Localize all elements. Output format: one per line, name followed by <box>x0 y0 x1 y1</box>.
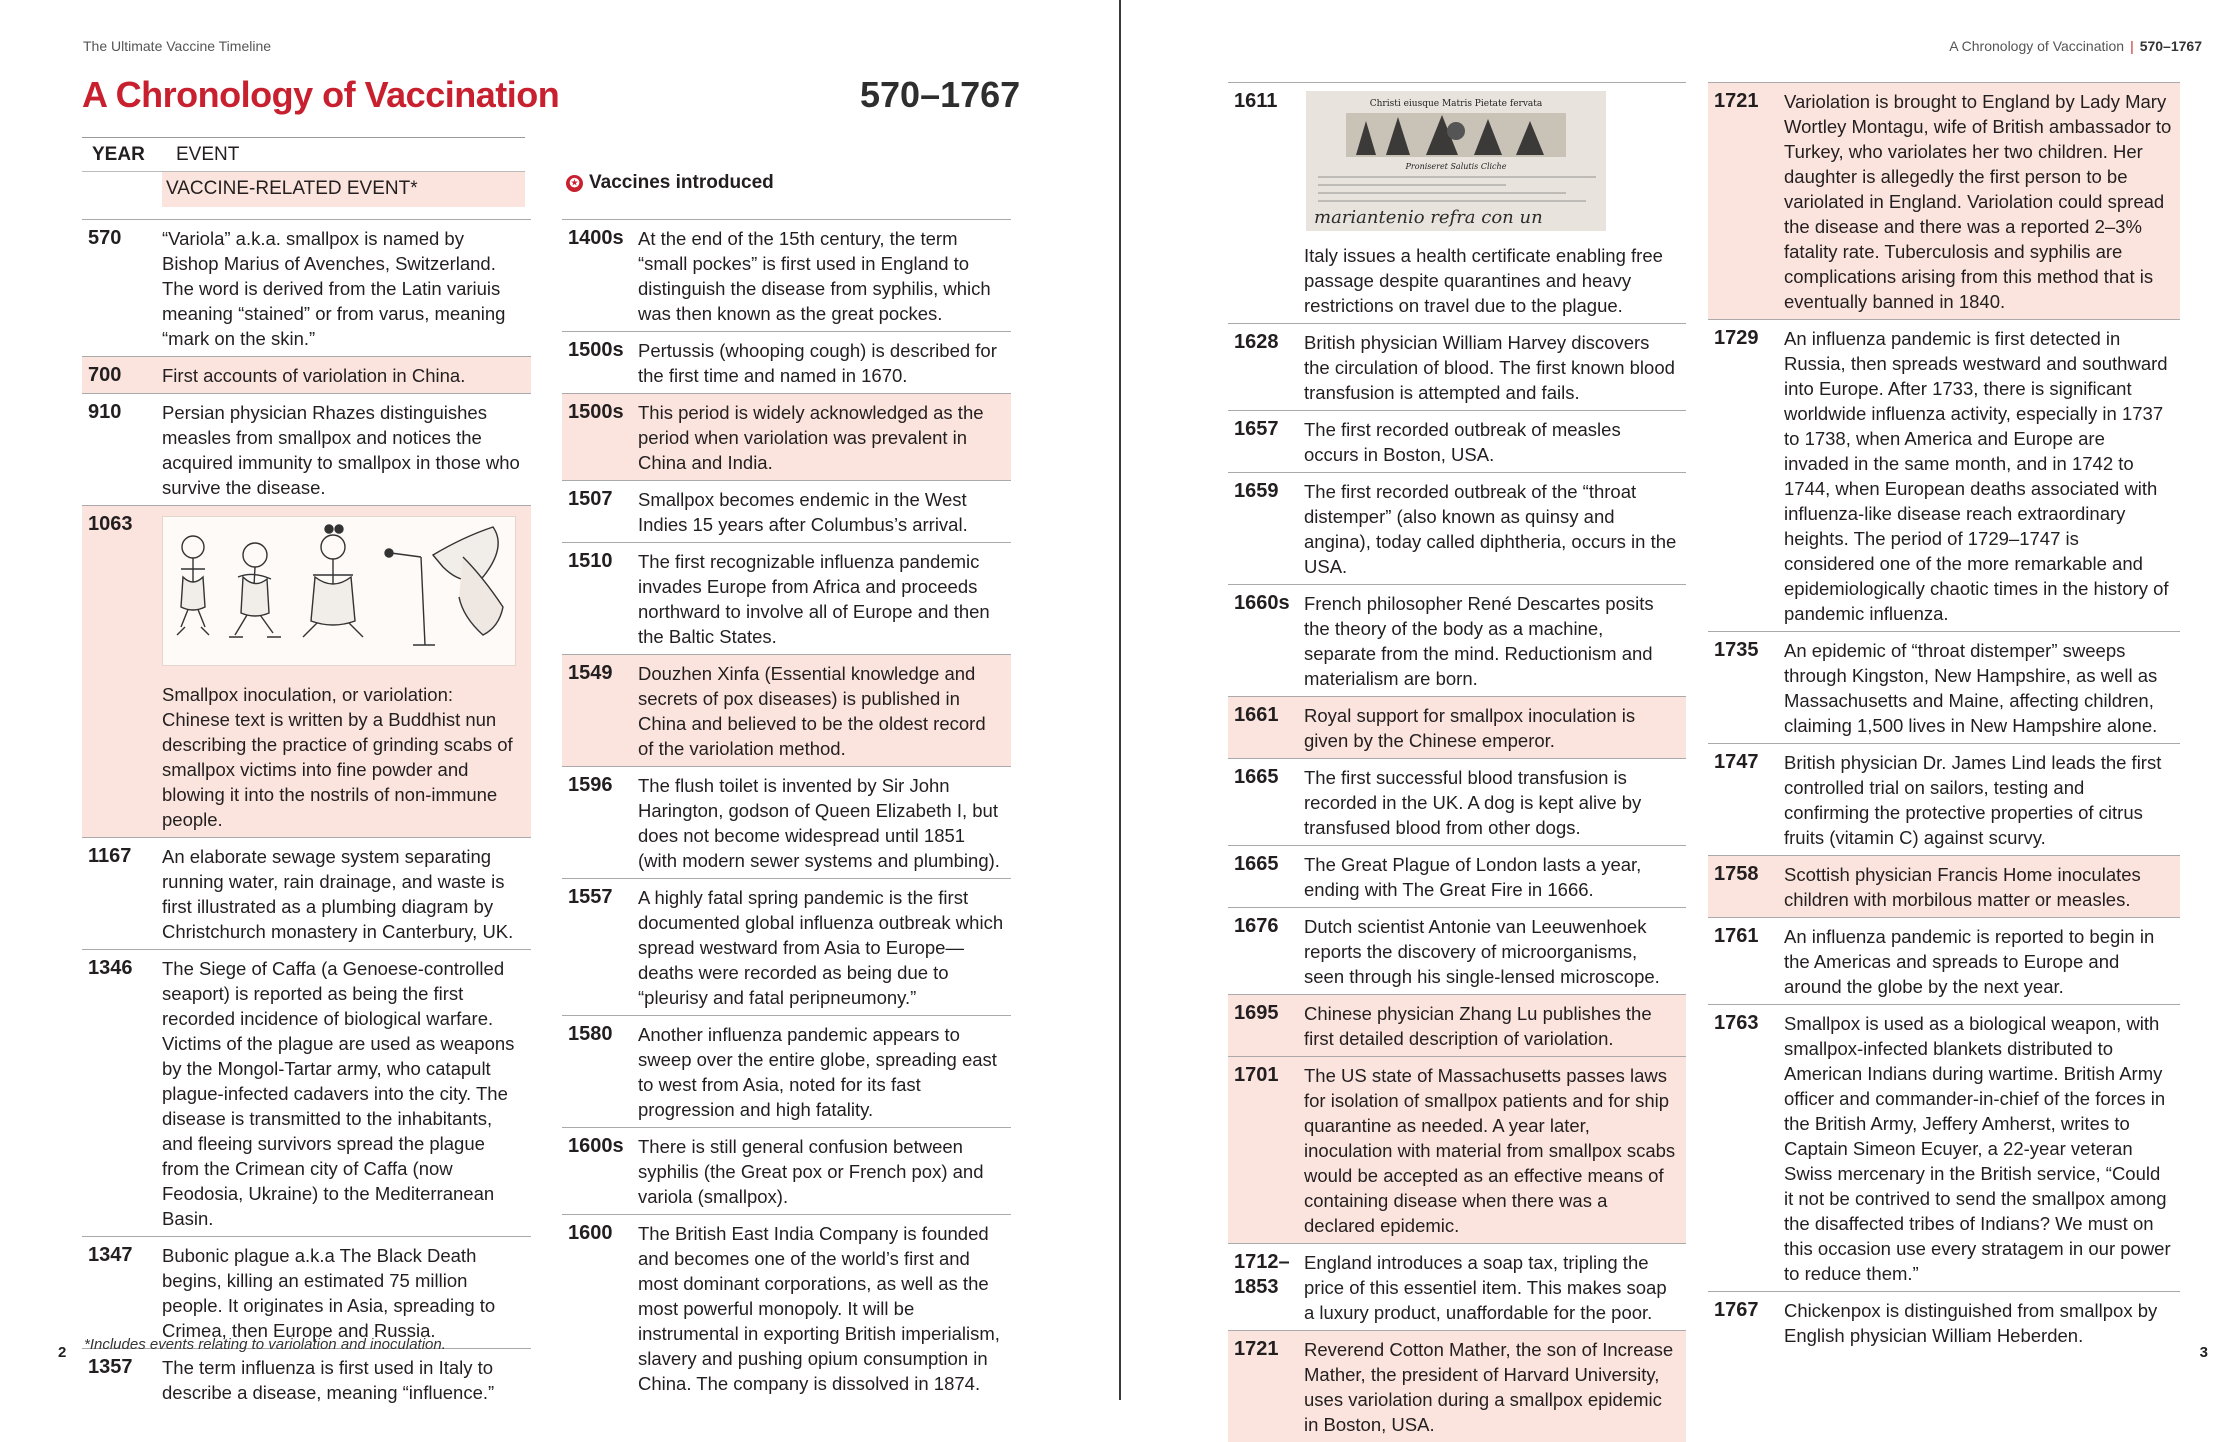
timeline-entry <box>1708 319 2180 631</box>
entry-description: French philosopher René Descartes posits the theory of the body as a machine, separate from the mind. Reductionism and materialism are born. <box>1304 593 1654 689</box>
entry-description: Reverend Cotton Mather, the son of Increase Mather, the president of Harvard University, uses variolation during a smallpox epidemic in Boston, USA. <box>1304 1339 1674 1435</box>
entry-year: 1557 <box>568 886 613 908</box>
running-head-range: 570–1767 <box>2139 38 2202 54</box>
entry-year: 1701 <box>1234 1064 1279 1086</box>
entry-year: 570 <box>88 227 122 249</box>
entry-year: 1628 <box>1234 331 1279 353</box>
timeline-entry <box>562 878 1011 1015</box>
vaccines-introduced-legend <box>566 172 774 194</box>
entry-description-block <box>162 400 531 500</box>
page-number: 2 <box>58 1344 67 1361</box>
vaccine-related-entry <box>82 505 531 837</box>
entry-description: British physician Dr. James Lind leads the first controlled trial on sailors, testing and confirming the protective properties of citrus fruits (vitamin C) against scurvy. <box>1784 752 2162 848</box>
legend-event: EVENT <box>176 144 240 165</box>
entry-year: 1549 <box>568 662 613 684</box>
entry-description-block <box>1304 765 1686 840</box>
entry-description-block <box>638 549 1011 649</box>
vaccine-related-entry <box>562 393 1011 480</box>
entry-description-block <box>638 885 1011 1010</box>
entry-description-block <box>1304 479 1686 579</box>
entry-year: 700 <box>88 364 122 386</box>
entry-description-block <box>1784 1298 2180 1348</box>
certificate-line: Proniseret Salutis Cliche <box>1405 162 1507 171</box>
timeline-entry <box>1228 82 1686 323</box>
entry-description: The flush toilet is invented by Sir John Harington, godson of Queen Elizabeth I, but does not become widespread until 1851 (with modern sewer systems and plumbing). <box>638 775 1000 871</box>
entry-description: Douzhen Xinfa (Essential knowledge and secrets of pox diseases) is published in China and believed to be the oldest record of the variolation method. <box>638 663 986 759</box>
entry-year: 1357 <box>88 1356 133 1378</box>
entry-description-block <box>1304 89 1686 318</box>
entry-description: Smallpox is used as a biological weapon, with smallpox-infected blankets distributed to American Indians during wartime. British Army officer and commander-in-chief of the forces in the British Army, Jeffery Amherst, writes to Captain Simeon Ecuyer, a 22-year veteran Swiss mercenary in the British service, “Could it not be contrived to send the smallpox among the disaffected tribes of Indians? We must on this occasion use every stratagem in our power to reduce them.” <box>1784 1013 2171 1284</box>
entry-year: 1712– 1853 <box>1234 1251 1290 1298</box>
entry-year: 1347 <box>88 1244 133 1266</box>
entry-description-block <box>638 400 1011 475</box>
entry-description: Scottish physician Francis Home inoculates children with morbilous matter or measles. <box>1784 864 2141 910</box>
entry-year: 1661 <box>1234 704 1279 726</box>
timeline-entry <box>562 1214 1011 1401</box>
entry-description: First accounts of variolation in China. <box>162 365 466 386</box>
entry-description-block <box>1304 1063 1686 1238</box>
entry-description: Royal support for smallpox inoculation is given by the Chinese emperor. <box>1304 705 1636 751</box>
entry-description-block <box>1784 1011 2180 1286</box>
timeline-entry <box>1228 1243 1686 1330</box>
timeline-entry <box>1228 472 1686 584</box>
timeline-entry <box>1228 410 1686 472</box>
entry-description: Dutch scientist Antonie van Leeuwenhoek reports the discovery of microorganisms, seen through his single-lensed microscope. <box>1304 916 1660 987</box>
timeline-entry <box>1228 907 1686 994</box>
timeline-entry <box>562 219 1011 331</box>
timeline-entry <box>1708 917 2180 1004</box>
entry-description: England introduces a soap tax, tripling the price of this essentiel item. This makes soap a luxury product, unaffordable for the poor. <box>1304 1252 1667 1323</box>
entry-description: Pertussis (whooping cough) is described for the first time and named in 1670. <box>638 340 997 386</box>
entry-description: A highly fatal spring pandemic is the first documented global influenza outbreak which spread westward from Asia to Europe—deaths were recorded as being due to “pleurisy and fatal peripneumony.” <box>638 887 1004 1008</box>
timeline-entry <box>562 542 1011 654</box>
timeline-entry <box>1228 323 1686 410</box>
entry-description-block <box>1784 924 2180 999</box>
entry-description: The British East India Company is founded and becomes one of the world’s first and most dominant corporations, as well as the most powerful monopoly. It will be instrumental in exporting British imperialism, slavery and pushing opium consumption in China. The company is dissolved in 1874. <box>638 1223 1000 1394</box>
entry-description: The first recorded outbreak of the “throat distemper” (also known as quinsy and angina), today called diphtheria, occurs in the USA. <box>1304 481 1677 577</box>
entry-description: “Variola” a.k.a. smallpox is named by Bishop Marius of Avenches, Switzerland. The word is derived from the Latin variuis meaning “stained” or from varus, meaning “mark on the skin.” <box>162 228 506 349</box>
entry-description-block <box>1304 417 1686 467</box>
entry-description-block <box>638 1221 1011 1396</box>
timeline-entry <box>82 1236 531 1348</box>
timeline-column-1 <box>82 219 531 1410</box>
entry-description: An influenza pandemic is reported to begin in the Americas and spreads to Europe and around the globe by the next year. <box>1784 926 2155 997</box>
entry-description-block <box>1304 914 1686 989</box>
entry-description-block <box>1784 862 2180 912</box>
entry-year: 1729 <box>1714 327 1759 349</box>
entry-year: 1400s <box>568 227 624 249</box>
entry-year: 1665 <box>1234 766 1279 788</box>
entry-description-block <box>638 1134 1011 1209</box>
health-certificate-image <box>1306 91 1606 231</box>
entry-description: There is still general confusion between syphilis (the Great pox or French pox) and variola (smallpox). <box>638 1136 984 1207</box>
entry-description-block <box>1784 638 2180 738</box>
timeline-column-4 <box>1708 82 2180 1353</box>
entry-description: The Siege of Caffa (a Genoese-controlled seaport) is reported as being the first recorded incidence of biological warfare. Victims of the plague are used as weapons by the Mongol-Tartar army, who catapult plague-infected cadavers into the city. The disease is transmitted to the inhabitants, and fleeing survivors spread the plague from the Crimean city of Caffa (now Feodosia, Ukraine) to the Mediterranean Basin. <box>162 958 515 1229</box>
entry-year: 1611 <box>1234 90 1278 112</box>
entry-year: 1500s <box>568 339 624 361</box>
certificate-heading: Christi eiusque Matris Pietate fervata <box>1369 99 1543 109</box>
entry-description-block <box>1304 1001 1686 1051</box>
entry-year: 1659 <box>1234 480 1279 502</box>
entry-year: 1761 <box>1714 925 1759 947</box>
entry-description: Chickenpox is distinguished from smallpox by English physician William Heberden. <box>1784 1300 2158 1346</box>
timeline-entry <box>562 1015 1011 1127</box>
page-number-right: 3 <box>2199 1344 2208 1361</box>
vaccine-related-entry <box>562 654 1011 766</box>
page-title: A Chronology of Vaccination <box>82 74 560 115</box>
entry-description: The first recognizable influenza pandemic invades Europe from Africa and proceeds northward to involve all of Europe and then the Baltic States. <box>638 551 990 647</box>
entry-description: Chinese physician Zhang Lu publishes the first detailed description of variolation. <box>1304 1003 1652 1049</box>
vaccines-introduced-label: Vaccines introduced <box>589 172 774 193</box>
timeline-entry <box>562 1127 1011 1214</box>
entry-year: 1676 <box>1234 915 1279 937</box>
entry-description-block <box>162 1355 531 1405</box>
vaccine-related-entry <box>1228 994 1686 1056</box>
entry-description: British physician William Harvey discovers the circulation of blood. The first known blood transfusion is attempted and fails. <box>1304 332 1675 403</box>
vaccine-related-entry <box>82 356 531 393</box>
timeline-entry <box>562 766 1011 878</box>
entry-year: 1747 <box>1714 751 1759 773</box>
entry-year: 1600s <box>568 1135 624 1157</box>
timeline-entry <box>562 480 1011 542</box>
entry-year: 910 <box>88 401 122 423</box>
entry-description-block <box>638 661 1011 761</box>
entry-description-block <box>638 773 1011 873</box>
entry-description-block <box>1304 591 1686 691</box>
timeline-entry <box>1708 631 2180 743</box>
timeline-entry <box>1228 845 1686 907</box>
timeline-entry <box>1708 1004 2180 1291</box>
entry-description: Persian physician Rhazes distinguishes measles from smallpox and notices the acquired immunity to smallpox in those who survive the disease. <box>162 402 520 498</box>
entry-year: 1580 <box>568 1023 613 1045</box>
entry-description: Bubonic plague a.k.a The Black Death begins, killing an estimated 75 million people. It originates in Asia, spreading to Crimea, then Europe and Russia. <box>162 1245 496 1341</box>
entry-description-block <box>638 338 1011 388</box>
entry-description-block <box>162 956 531 1231</box>
entry-description-block <box>1304 703 1686 753</box>
entry-year: 1695 <box>1234 1002 1279 1024</box>
entry-year: 1660s <box>1234 592 1290 614</box>
entry-description: An influenza pandemic is first detected in Russia, then spreads westward and southward into Europe. After 1733, there is significant worldwide influenza activity, especially in 1737 to 1738, when America and Europe are invaded in the same month, and in 1742 to 1744, when European deaths associated with influenza-like disease reach extraordinary heights. The period of 1729–1747 is considered one of the more remarkable and epidemiologically chaotic times in the history of pandemic influenza. <box>1784 328 2169 624</box>
running-head-title: A Chronology of Vaccination <box>1949 38 2125 54</box>
entry-year: 1063 <box>88 513 133 535</box>
entry-description-block <box>1304 1337 1686 1437</box>
timeline-entry <box>1708 743 2180 855</box>
entry-description-block <box>162 512 531 832</box>
entry-description-block <box>162 1243 531 1343</box>
timeline-entry <box>1228 584 1686 696</box>
entry-description: An elaborate sewage system separating running water, rain drainage, and waste is first illustrated as a plumbing diagram by Christchurch monastery in Canterbury, UK. <box>162 846 514 942</box>
entry-description: The term influenza is first used in Italy to describe a disease, meaning “influence.” <box>162 1357 495 1403</box>
timeline-entry <box>82 219 531 356</box>
footnote: *Includes events relating to variolation and inoculation. <box>84 1336 446 1353</box>
entry-description-block <box>1304 852 1686 902</box>
left-page <box>0 0 1119 1403</box>
timeline-entry <box>1708 1291 2180 1353</box>
entry-year: 1510 <box>568 550 613 572</box>
entry-year: 1758 <box>1714 863 1759 885</box>
certificate-handwriting: mariantenio refra con un <box>1314 207 1543 228</box>
entry-description-block <box>162 844 531 944</box>
entry-year: 1767 <box>1714 1299 1759 1321</box>
entry-year: 1596 <box>568 774 613 796</box>
entry-description-block <box>1304 1250 1686 1325</box>
entry-year: 1167 <box>88 845 132 867</box>
entry-year: 1735 <box>1714 639 1759 661</box>
entry-year: 1721 <box>1234 1338 1279 1360</box>
entry-description: This period is widely acknowledged as the period when variolation was prevalent in China and India. <box>638 402 984 473</box>
entry-description-block <box>1304 330 1686 405</box>
entry-description: The US state of Massachusetts passes laws for isolation of smallpox patients and for ship quarantine as needed. A year later, inoculation with material from smallpox scabs would be accepted as an effective means of containing disease when there was a declared epidemic. <box>1304 1065 1676 1236</box>
entry-description: The Great Plague of London lasts a year, ending with The Great Fire in 1666. <box>1304 854 1642 900</box>
timeline-entry <box>82 393 531 505</box>
running-head-right <box>1949 38 2202 54</box>
entry-year: 1665 <box>1234 853 1279 875</box>
entry-description-block <box>638 1022 1011 1122</box>
vaccine-related-entry <box>1228 1330 1686 1442</box>
timeline-entry <box>82 1348 531 1410</box>
entry-description: Smallpox becomes endemic in the West Indies 15 years after Columbus’s arrival. <box>638 489 968 535</box>
separator: | <box>2130 38 2134 54</box>
vaccine-related-entry <box>1228 696 1686 758</box>
legend-year: YEAR <box>92 144 145 165</box>
entry-description: Smallpox inoculation, or variolation: Chinese text is written by a Buddhist nun describing the practice of grinding scabs of smallpox victims into fine powder and blowing it into the nostrils of non-immune people. <box>162 684 513 830</box>
entry-description-block <box>162 363 531 388</box>
entry-description-block <box>1784 89 2180 314</box>
legend-vaccine-event: VACCINE-RELATED EVENT* <box>162 172 525 207</box>
entry-description-block <box>638 226 1011 326</box>
variolation-children-illustration <box>162 516 516 666</box>
entry-year: 1500s <box>568 401 624 423</box>
entry-description: At the end of the 15th century, the term “small pockes” is first used in England to distinguish the disease from syphilis, which was then known as the great pockes. <box>638 228 991 324</box>
entry-description: Another influenza pandemic appears to sweep over the entire globe, spreading east to west from Asia, noted for its fast progression and high fatality. <box>638 1024 997 1120</box>
timeline-column-3 <box>1228 82 1686 1442</box>
entry-year: 1507 <box>568 488 613 510</box>
entry-description: Italy issues a health certificate enabling free passage despite quarantines and heavy restrictions on travel due to the plague. <box>1304 245 1663 316</box>
timeline-entry <box>562 331 1011 393</box>
entry-year: 1600 <box>568 1222 613 1244</box>
timeline-entry <box>82 949 531 1236</box>
timeline-entry <box>82 837 531 949</box>
entry-description-block <box>162 226 531 351</box>
entry-year: 1763 <box>1714 1012 1759 1034</box>
entry-description: The first recorded outbreak of measles occurs in Boston, USA. <box>1304 419 1621 465</box>
entry-year: 1721 <box>1714 90 1759 112</box>
vaccine-related-entry <box>1228 1056 1686 1243</box>
date-range: 570–1767 <box>860 74 1021 115</box>
entry-description-block <box>1784 750 2180 850</box>
vaccine-related-entry <box>1708 82 2180 319</box>
running-head: The Ultimate Vaccine Timeline <box>83 38 272 54</box>
entry-description-block <box>638 487 1011 537</box>
entry-description-block <box>1784 326 2180 626</box>
right-page <box>1121 0 2240 1435</box>
entry-year: 1657 <box>1234 418 1279 440</box>
entry-description: The first successful blood transfusion is recorded in the UK. A dog is kept alive by transfused blood from other dogs. <box>1304 767 1642 838</box>
vaccine-related-entry <box>1708 855 2180 917</box>
entry-description: An epidemic of “throat distemper” sweeps through Kingston, New Hampshire, as well as Massachusetts and Maine, affecting children, claiming 1,500 lives in New Hampshire alone. <box>1784 640 2158 736</box>
star-badge-icon: ✪ <box>566 175 583 192</box>
timeline-column-2 <box>562 219 1011 1401</box>
legend <box>82 137 525 207</box>
entry-description: Variolation is brought to England by Lady Mary Wortley Montagu, wife of British ambassador to Turkey, who variolates her two children. Her daughter is allegedly the first person to be variolated in England. Variolation could spread the disease and there was a reported 2–3% fatality rate. Tuberculosis and syphilis are complications arising from this method that is eventually banned in 1840. <box>1784 91 2172 312</box>
timeline-entry <box>1228 758 1686 845</box>
entry-year: 1346 <box>88 957 133 979</box>
